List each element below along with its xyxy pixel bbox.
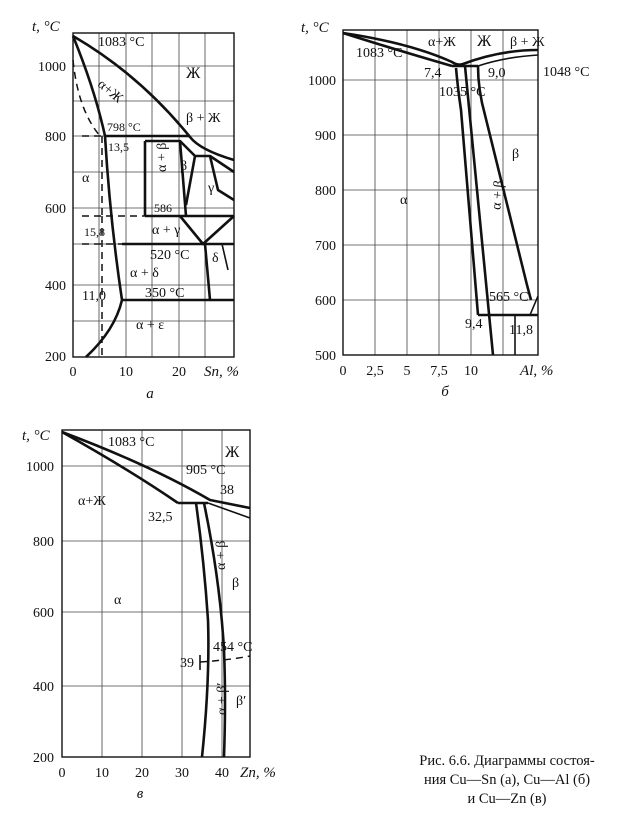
xtick-a-20: 20 (172, 365, 186, 380)
ytick-v-200: 200 (33, 751, 54, 766)
label-a-586: 586 (154, 201, 172, 215)
label-b-9-0: 9,0 (488, 66, 506, 81)
x-axis-label-b: Al, % (520, 363, 554, 379)
x-axis-label-v: Zn, % (240, 765, 276, 781)
label-a-15-8: 15,8 (84, 225, 105, 239)
label-a-350: 350 °C (145, 286, 185, 301)
label-v-32-5: 32,5 (148, 510, 173, 525)
label-b-alpha-liquid: α+Ж (428, 35, 456, 50)
ytick-a-200: 200 (45, 350, 66, 365)
label-a-13-5: 13,5 (108, 140, 129, 154)
ytick-a-800: 800 (45, 130, 66, 145)
ytick-v-1000: 1000 (26, 460, 54, 475)
label-v-alpha-beta-prime: α + β′ (215, 682, 230, 715)
label-a-798: 798 °C (107, 120, 141, 134)
sublabel-a: а (146, 386, 154, 402)
label-b-7-4: 7,4 (424, 66, 442, 81)
label-a-1083: 1083 °C (98, 35, 145, 50)
ytick-b-800: 800 (315, 184, 336, 199)
label-a-520: 520 °C (150, 248, 190, 263)
alpha-solvus-b (456, 68, 478, 315)
label-a-gamma: γ (208, 181, 215, 196)
caption-line-1: Рис. 6.6. Диаграммы состоя- (419, 753, 595, 769)
t-axis-label-v: t, °C (22, 428, 50, 444)
label-b-9-4: 9,4 (465, 317, 483, 332)
t-axis-label-b: t, °C (301, 20, 329, 36)
ytick-v-600: 600 (33, 606, 54, 621)
label-a-beta: β (180, 159, 188, 174)
label-v-905: 905 °C (186, 463, 226, 478)
xtick-b-10: 10 (464, 364, 478, 379)
label-v-alpha-liquid: α+Ж (78, 494, 106, 509)
ytick-b-700: 700 (315, 239, 336, 254)
label-a-alpha-gamma: α + γ (152, 223, 181, 238)
ytick-b-600: 600 (315, 294, 336, 309)
label-v-liquid: Ж (225, 444, 240, 461)
label-a-delta: δ (212, 251, 219, 266)
delta-right-a (222, 244, 228, 270)
xtick-b-7-5: 7,5 (430, 364, 448, 379)
diagram-cu-zn (22, 428, 276, 802)
ytick-v-400: 400 (33, 680, 54, 695)
delta-left-a (205, 244, 210, 300)
label-v-beta-prime: β′ (236, 694, 247, 709)
caption-line-2: ния Cu—Sn (а), Cu—Al (б) (423, 772, 591, 788)
label-v-39: 39 (180, 656, 194, 671)
label-v-alpha-beta: α + β (214, 540, 229, 570)
gamma-lower-a (180, 216, 234, 244)
label-a-alpha-eps: α + ε (136, 318, 165, 333)
ytick-a-600: 600 (45, 202, 66, 217)
label-a-alpha: α (82, 171, 90, 186)
ytick-b-1000: 1000 (308, 74, 336, 89)
caption-line-3: и Cu—Zn (в) (467, 791, 547, 807)
diagram-cu-sn (32, 19, 239, 402)
label-b-11-8: 11,8 (509, 323, 533, 338)
label-b-565: 565 °C (489, 290, 529, 305)
label-a-11-0: 11,0 (82, 289, 106, 304)
xtick-v-20: 20 (135, 766, 149, 781)
label-b-1035: 1035 °C (439, 85, 486, 100)
xtick-a-10: 10 (119, 365, 133, 380)
xtick-b-2-5: 2,5 (366, 364, 384, 379)
solvus-alpha-a (86, 136, 122, 357)
label-v-454: 454 °C (213, 640, 253, 655)
t-axis-label-a: t, °C (32, 19, 60, 35)
label-a-beta-liquid: β + Ж (186, 111, 221, 126)
sublabel-b: б (441, 384, 449, 400)
figure-caption (376, 752, 638, 809)
label-v-alpha: α (114, 593, 122, 608)
ytick-a-1000: 1000 (38, 60, 66, 75)
ytick-v-800: 800 (33, 535, 54, 550)
xtick-v-0: 0 (58, 766, 66, 781)
ytick-b-500: 500 (315, 349, 336, 364)
label-b-1083: 1083 °C (356, 46, 403, 61)
label-b-beta-liquid: β + Ж (510, 35, 545, 50)
label-a-alpha-beta: α + β (155, 142, 170, 172)
x-axis-label-a: Sn, % (204, 364, 239, 380)
label-v-beta: β (232, 576, 240, 591)
xtick-b-5: 5 (403, 364, 411, 379)
label-b-alpha-beta: α + β (489, 179, 508, 211)
xtick-a-0: 0 (69, 365, 77, 380)
sublabel-v: в (136, 786, 144, 802)
beta-solidus-v (208, 503, 250, 518)
ytick-a-400: 400 (45, 279, 66, 294)
label-a-alpha-delta: α + δ (130, 266, 159, 281)
xtick-v-10: 10 (95, 766, 109, 781)
label-b-alpha: α (400, 193, 408, 208)
label-b-1048: 1048 °C (543, 65, 590, 80)
label-b-beta: β (512, 147, 520, 162)
label-v-1083: 1083 °C (108, 435, 155, 450)
label-a-alpha-liquid: α+Ж (94, 77, 126, 107)
label-b-liquid: Ж (477, 33, 492, 50)
ytick-b-900: 900 (315, 129, 336, 144)
diagram-cu-al (301, 20, 589, 400)
xtick-b-0: 0 (339, 364, 347, 379)
label-a-liquid: Ж (186, 65, 201, 82)
xtick-v-30: 30 (175, 766, 189, 781)
label-v-38: 38 (220, 483, 234, 498)
xtick-v-40: 40 (215, 766, 229, 781)
